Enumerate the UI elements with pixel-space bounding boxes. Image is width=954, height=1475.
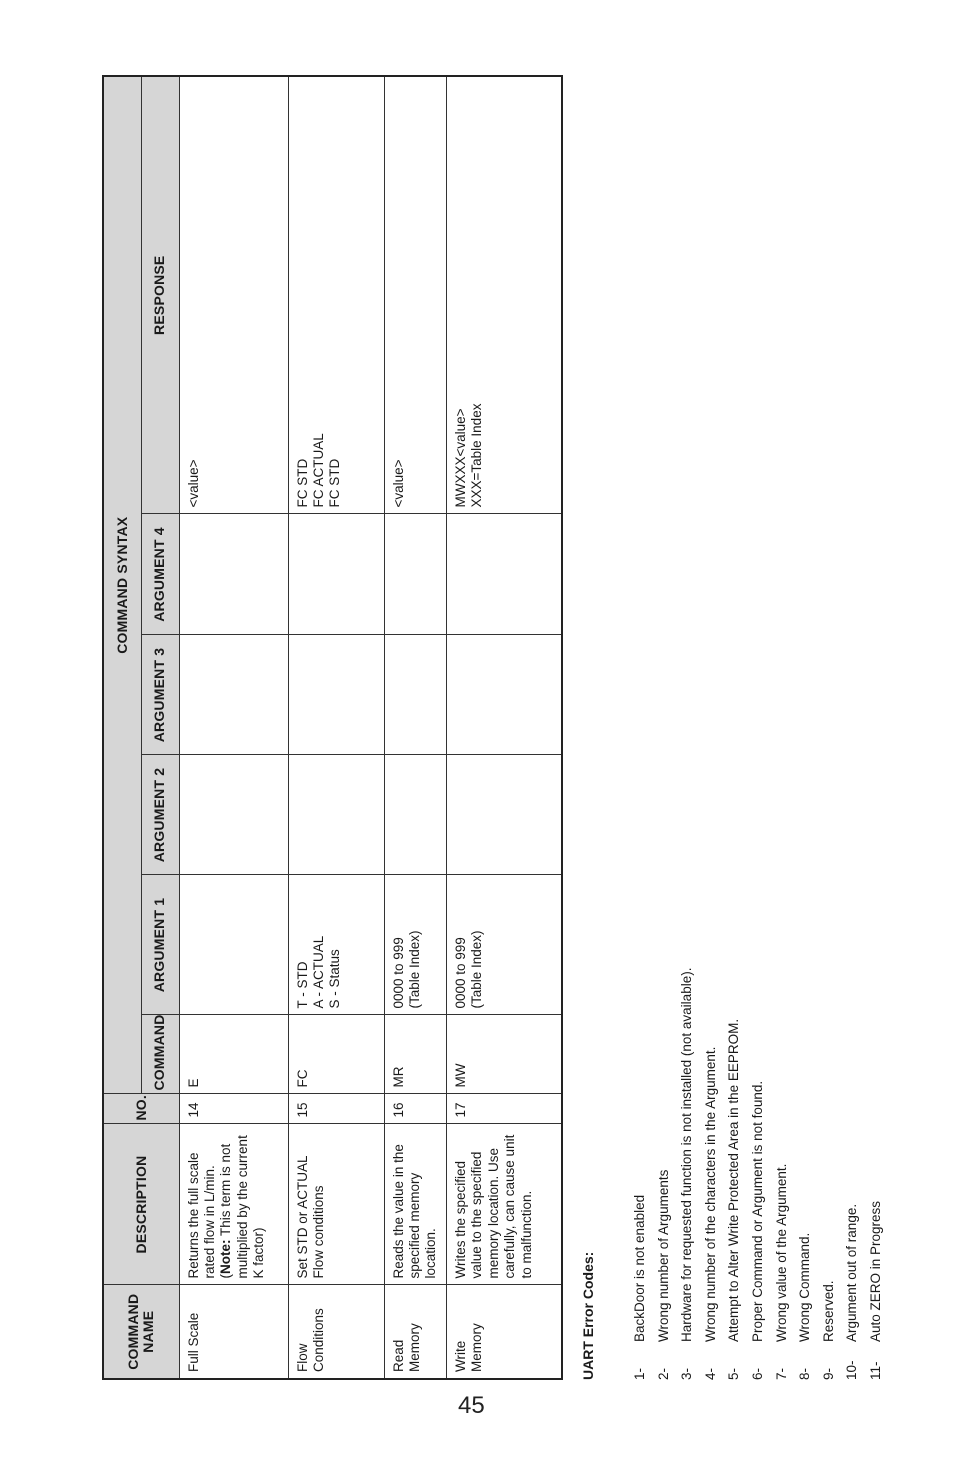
uart-error-text: Wrong Command. xyxy=(797,1232,813,1342)
cell-response: MWXXX<value> XXX=Table Index xyxy=(446,76,562,514)
uart-error-list xyxy=(628,680,888,1380)
header-argument-1: ARGUMENT 1 xyxy=(141,875,179,1015)
uart-error-item xyxy=(840,680,864,1380)
description-text: Returns the full scale rated flow in L/min. ( xyxy=(185,1152,234,1279)
cell-command: MW xyxy=(446,1015,562,1094)
uart-error-text: Proper Command or Argument is not found. xyxy=(749,1080,765,1342)
uart-error-text: Attempt to Alter Write Protected Area in the EEPROM. xyxy=(726,1018,742,1342)
uart-error-item xyxy=(746,680,770,1380)
cell-command: E xyxy=(179,1015,288,1094)
cell-response: <value> xyxy=(384,76,446,514)
uart-error-number: 7- xyxy=(773,1367,789,1380)
cell-argument-1: 0000 to 999 (Table Index) xyxy=(384,875,446,1015)
cell-description xyxy=(179,1124,288,1285)
cell-no: 17 xyxy=(446,1094,562,1124)
uart-error-title: UART Error Codes: xyxy=(580,1251,596,1380)
cell-command: FC xyxy=(288,1015,384,1094)
table-row xyxy=(384,76,446,1379)
description-text: This term is not multiplied by the current K factor) xyxy=(218,1135,267,1279)
cell-response: FC STD FC ACTUAL FC STD xyxy=(288,76,384,514)
cell-description: Reads the value in the specified memory location. xyxy=(384,1124,446,1285)
uart-error-item xyxy=(675,680,699,1380)
cell-no: 14 xyxy=(179,1094,288,1124)
uart-error-item xyxy=(628,680,652,1380)
cell-argument-4 xyxy=(179,514,288,635)
uart-error-text: Wrong value of the Argument. xyxy=(773,1163,789,1342)
cell-argument-1 xyxy=(179,875,288,1015)
uart-error-number: 5- xyxy=(726,1367,742,1380)
header-response: RESPONSE xyxy=(141,76,179,514)
uart-error-item xyxy=(770,680,794,1380)
uart-error-item xyxy=(817,680,841,1380)
uart-error-item xyxy=(864,680,888,1380)
table-row xyxy=(179,76,288,1379)
header-no: NO. xyxy=(103,1094,179,1124)
header-command-name: COMMAND NAME xyxy=(103,1285,179,1379)
cell-argument-1: T - STD A - ACTUAL S - Status xyxy=(288,875,384,1015)
page-number: 45 xyxy=(458,1392,485,1419)
uart-error-number: 11- xyxy=(867,1361,883,1380)
uart-error-text: Hardware for requested function is not installed (not available). xyxy=(679,967,695,1342)
uart-error-number: 8- xyxy=(797,1367,813,1380)
cell-command: MR xyxy=(384,1015,446,1094)
header-description: DESCRIPTION xyxy=(103,1124,179,1285)
cell-argument-4 xyxy=(288,514,384,635)
uart-error-text: Wrong number of Arguments xyxy=(655,1169,671,1342)
uart-error-number: 9- xyxy=(820,1367,836,1380)
uart-error-text: Auto ZERO in Progress xyxy=(867,1200,883,1342)
cell-argument-2 xyxy=(446,755,562,875)
header-command-syntax: COMMAND SYNTAX xyxy=(103,76,141,1094)
cell-command-name: Flow Conditions xyxy=(288,1285,384,1379)
cell-argument-2 xyxy=(179,755,288,875)
uart-error-number: 10- xyxy=(844,1360,860,1380)
uart-error-text: Argument out of range. xyxy=(844,1203,860,1342)
uart-error-item xyxy=(722,680,746,1380)
uart-error-number: 6- xyxy=(749,1367,765,1380)
cell-response: <value> xyxy=(179,76,288,514)
cell-no: 15 xyxy=(288,1094,384,1124)
uart-error-item xyxy=(699,680,723,1380)
header-argument-4: ARGUMENT 4 xyxy=(141,514,179,635)
rotated-page-content xyxy=(20,0,900,1390)
cell-command-name: Read Memory xyxy=(384,1285,446,1379)
uart-error-item xyxy=(652,680,676,1380)
cell-argument-1: 0000 to 999 (Table Index) xyxy=(446,875,562,1015)
uart-error-text: Reserved. xyxy=(820,1280,836,1342)
table-row xyxy=(288,76,384,1379)
cell-command-name: Write Memory xyxy=(446,1285,562,1379)
cell-no: 16 xyxy=(384,1094,446,1124)
cell-argument-4 xyxy=(446,514,562,635)
cell-argument-3 xyxy=(179,635,288,755)
cell-argument-3 xyxy=(446,635,562,755)
cell-argument-2 xyxy=(288,755,384,875)
command-table xyxy=(102,75,563,1380)
cell-command-name: Full Scale xyxy=(179,1285,288,1379)
header-argument-3: ARGUMENT 3 xyxy=(141,635,179,755)
header-command: COMMAND xyxy=(141,1015,179,1094)
uart-error-number: 2- xyxy=(655,1367,671,1380)
uart-error-number: 3- xyxy=(679,1367,695,1380)
table-row xyxy=(446,76,562,1379)
cell-description: Writes the specified value to the specified memory location. Use carefully, can cause unit to malfunction. xyxy=(446,1124,562,1285)
uart-error-item xyxy=(793,680,817,1380)
cell-argument-3 xyxy=(384,635,446,755)
uart-error-number: 1- xyxy=(632,1367,647,1380)
uart-error-number: 4- xyxy=(702,1367,718,1380)
header-argument-2: ARGUMENT 2 xyxy=(141,755,179,875)
cell-argument-3 xyxy=(288,635,384,755)
cell-argument-2 xyxy=(384,755,446,875)
description-note-label: Note: xyxy=(218,1239,234,1274)
uart-error-text: Wrong number of the characters in the Argument. xyxy=(702,1046,718,1342)
cell-argument-4 xyxy=(384,514,446,635)
cell-description: Set STD or ACTUAL Flow conditions xyxy=(288,1124,384,1285)
uart-error-text: BackDoor is not enabled xyxy=(632,1194,647,1342)
